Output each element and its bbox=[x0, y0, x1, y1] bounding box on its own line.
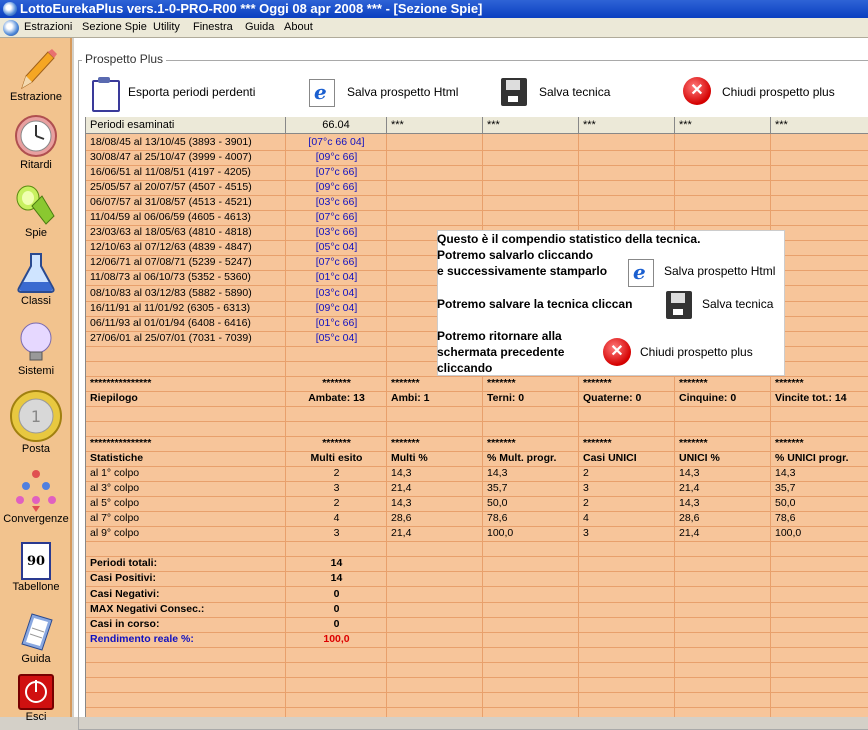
stars-cell: ******* bbox=[391, 376, 420, 389]
stats-header-cell: Multi % bbox=[391, 452, 428, 465]
period-range: 30/08/47 al 25/10/47 (3999 - 4007) bbox=[90, 151, 252, 164]
riepilogo-cell: Terni: 0 bbox=[487, 391, 525, 404]
menu-sezione-spie[interactable]: Sezione Spie bbox=[82, 21, 147, 33]
period-row[interactable] bbox=[86, 210, 868, 225]
totals-label: MAX Negativi Consec.: bbox=[90, 602, 205, 615]
floppy-icon bbox=[664, 289, 694, 319]
stats-grid[interactable] bbox=[85, 117, 868, 717]
ie-page-icon bbox=[626, 256, 656, 286]
empty-row[interactable] bbox=[86, 406, 868, 421]
menu-utility[interactable]: Utility bbox=[153, 21, 180, 33]
period-range: 06/07/57 al 31/08/57 (4513 - 4521) bbox=[90, 196, 252, 209]
riepilogo-cell: Ambate: 13 bbox=[308, 391, 365, 404]
stars-cell: ******* bbox=[487, 437, 516, 449]
stats-cell: al 5° colpo bbox=[90, 497, 140, 510]
period-row[interactable] bbox=[86, 180, 868, 195]
stars-cell: ******* bbox=[775, 437, 804, 449]
euro-coin-icon bbox=[10, 390, 62, 442]
stats-cell: 21,4 bbox=[391, 527, 412, 540]
period-range: 11/08/73 al 06/10/73 (5352 - 5360) bbox=[90, 271, 251, 284]
close-icon bbox=[682, 76, 714, 108]
sidebar-classi[interactable]: Classi bbox=[0, 250, 72, 307]
stars-cell: ******* bbox=[583, 437, 612, 449]
period-range: 16/06/51 al 11/08/51 (4197 - 4205) bbox=[90, 166, 251, 179]
stars-cell: *************** bbox=[90, 376, 152, 389]
period-code: [07°c 66] bbox=[315, 256, 358, 269]
stats-cell: 3 bbox=[333, 482, 340, 495]
stats-cell: 78,6 bbox=[487, 512, 508, 525]
header-col7[interactable]: *** bbox=[771, 117, 868, 134]
stats-cell: 4 bbox=[333, 512, 340, 525]
header-col5[interactable]: *** bbox=[579, 117, 675, 134]
riepilogo-cell: Vincite tot.: 14 bbox=[775, 391, 847, 404]
tooltip-save-tech: Salva tecnica bbox=[664, 289, 773, 319]
stats-cell: al 1° colpo bbox=[90, 467, 140, 480]
tooltip-line7: cliccando bbox=[437, 361, 493, 375]
stats-cell: 35,7 bbox=[487, 482, 508, 495]
stats-cell: 28,6 bbox=[391, 512, 412, 525]
stats-cell: 21,4 bbox=[679, 527, 700, 540]
totals-row[interactable] bbox=[86, 617, 868, 632]
sidebar-guida[interactable]: Guida bbox=[0, 608, 72, 665]
stars-cell: ******* bbox=[487, 376, 516, 389]
period-range: 25/05/57 al 20/07/57 (4507 - 4515) bbox=[90, 181, 252, 194]
sidebar-spie[interactable]: Spie bbox=[0, 182, 72, 239]
stats-cell: 2 bbox=[583, 467, 589, 480]
header-value[interactable]: 66.04 bbox=[286, 117, 387, 134]
floppy-icon bbox=[499, 76, 531, 108]
stats-cell: 21,4 bbox=[391, 482, 412, 495]
stars-cell: ******* bbox=[322, 376, 351, 389]
stats-cell: 3 bbox=[583, 482, 589, 495]
empty-row[interactable] bbox=[86, 421, 868, 436]
totals-value: 0 bbox=[333, 602, 340, 615]
period-range: 16/11/91 al 11/01/92 (6305 - 6313) bbox=[90, 301, 251, 314]
stats-cell: 4 bbox=[583, 512, 589, 525]
stats-cell: al 7° colpo bbox=[90, 512, 140, 525]
riepilogo-row[interactable] bbox=[86, 391, 868, 406]
close-prospetto-button[interactable]: ✕ Chiudi prospetto plus bbox=[682, 74, 835, 110]
period-range: 18/08/45 al 13/10/45 (3893 - 3901) bbox=[90, 136, 252, 148]
stats-header-cell: UNICI % bbox=[679, 452, 720, 465]
tooltip-save-html: e Salva prospetto Html bbox=[626, 256, 775, 286]
period-code: [05°c 04] bbox=[315, 331, 358, 344]
period-code: [01°c 04] bbox=[315, 271, 358, 284]
totals-row[interactable] bbox=[86, 587, 868, 602]
lightbulb-icon bbox=[14, 320, 58, 364]
stars-row[interactable] bbox=[86, 436, 868, 451]
sidebar-convergenze[interactable]: Convergenze bbox=[0, 468, 72, 525]
riepilogo-cell: Ambi: 1 bbox=[391, 391, 430, 404]
menu-bar bbox=[0, 18, 868, 38]
stats-row[interactable] bbox=[86, 496, 868, 511]
rendimento-row[interactable] bbox=[86, 632, 868, 647]
empty-row[interactable] bbox=[86, 541, 868, 556]
header-col6[interactable]: *** bbox=[675, 117, 771, 134]
period-range: 06/11/93 al 01/01/94 (6408 - 6416) bbox=[90, 316, 251, 329]
book-icon bbox=[14, 608, 58, 652]
riepilogo-cell: Riepilogo bbox=[90, 391, 138, 404]
tooltip-line1: Questo è il compendio statistico della tecnica. bbox=[437, 232, 701, 246]
tooltip-line5: Potremo ritornare alla bbox=[437, 329, 562, 343]
period-range: 23/03/63 al 18/05/63 (4810 - 4818) bbox=[90, 226, 252, 239]
stats-cell: 14,3 bbox=[487, 467, 508, 480]
stats-row[interactable] bbox=[86, 511, 868, 526]
help-tooltip bbox=[437, 230, 785, 376]
grid-header-row bbox=[86, 117, 868, 134]
svg-text:1: 1 bbox=[30, 407, 42, 426]
period-row[interactable] bbox=[86, 165, 868, 180]
totals-label: Casi Negativi: bbox=[90, 587, 160, 600]
period-code: [03°c 04] bbox=[315, 286, 358, 299]
period-range: 08/10/83 al 03/12/83 (5882 - 5890) bbox=[90, 286, 252, 299]
period-row[interactable] bbox=[86, 195, 868, 210]
stats-cell: 28,6 bbox=[679, 512, 700, 525]
stats-cell: 14,3 bbox=[775, 467, 796, 480]
rendimento-label: Rendimento reale %: bbox=[90, 632, 194, 645]
stats-cell: 14,3 bbox=[679, 497, 700, 510]
stars-cell: ******* bbox=[679, 376, 708, 389]
stars-cell: ******* bbox=[391, 437, 420, 449]
tooltip-close: ✕ Chiudi prospetto plus bbox=[602, 337, 753, 367]
empty-row[interactable] bbox=[86, 692, 868, 707]
totals-label: Periodi totali: bbox=[90, 557, 158, 570]
close-icon bbox=[602, 337, 632, 367]
menu-estrazioni[interactable]: Estrazioni bbox=[24, 21, 73, 33]
totals-value: 14 bbox=[330, 572, 343, 585]
stats-header-cell: % UNICI progr. bbox=[775, 452, 849, 465]
stats-cell: 50,0 bbox=[487, 497, 508, 510]
app-icon bbox=[3, 2, 17, 16]
period-code: [03°c 66] bbox=[315, 196, 358, 209]
period-row[interactable] bbox=[86, 150, 868, 165]
stats-row[interactable] bbox=[86, 526, 868, 541]
stats-header-cell: % Mult. progr. bbox=[487, 452, 557, 465]
empty-row[interactable] bbox=[86, 662, 868, 677]
sidebar-sistemi[interactable]: Sistemi bbox=[0, 320, 72, 377]
stats-header-cell: Multi esito bbox=[310, 452, 363, 465]
export-periods-button[interactable]: Esporta periodi perdenti bbox=[88, 74, 255, 110]
stars-row[interactable] bbox=[86, 376, 868, 391]
clipboard-icon bbox=[88, 76, 120, 108]
stats-header-cell: Statistiche bbox=[90, 452, 144, 465]
period-range: 11/04/59 al 06/06/59 (4605 - 4613) bbox=[90, 211, 251, 224]
stats-cell: 50,0 bbox=[775, 497, 796, 510]
period-code: [07°c 66 04] bbox=[308, 136, 365, 148]
period-code: [09°c 04] bbox=[315, 301, 358, 314]
stars-cell: ******* bbox=[775, 376, 804, 389]
stats-cell: 14,3 bbox=[391, 497, 412, 510]
save-technique-button[interactable]: Salva tecnica bbox=[499, 74, 610, 110]
stats-cell: 14,3 bbox=[679, 467, 700, 480]
period-range: 27/06/01 al 25/07/01 (7031 - 7039) bbox=[90, 331, 252, 344]
sidebar bbox=[0, 38, 72, 723]
stats-cell: 2 bbox=[333, 467, 340, 480]
convergence-icon bbox=[14, 468, 58, 512]
title-bar bbox=[0, 0, 868, 18]
stars-cell: ******* bbox=[322, 437, 351, 449]
stars-cell: *************** bbox=[90, 437, 152, 449]
sidebar-esci[interactable]: Esci bbox=[0, 674, 72, 723]
stats-row[interactable] bbox=[86, 481, 868, 496]
stats-cell: 100,0 bbox=[775, 527, 802, 540]
stats-cell: al 9° colpo bbox=[90, 527, 140, 540]
tabellone-icon: 90 bbox=[21, 542, 51, 580]
pencil-icon bbox=[14, 46, 58, 90]
stars-cell: ******* bbox=[679, 437, 708, 449]
stats-cell: 78,6 bbox=[775, 512, 796, 525]
period-range: 12/10/63 al 07/12/63 (4839 - 4847) bbox=[90, 241, 252, 254]
ie-page-icon bbox=[307, 76, 339, 108]
menu-about[interactable]: About bbox=[284, 21, 313, 33]
stars-cell: ******* bbox=[583, 376, 612, 389]
totals-label: Casi Positivi: bbox=[90, 572, 156, 585]
tooltip-line3: e successivamente stamparlo bbox=[437, 264, 608, 278]
tooltip-line2: Potremo salvarlo cliccando bbox=[437, 248, 594, 262]
period-row[interactable] bbox=[86, 135, 868, 150]
menu-guida[interactable]: Guida bbox=[245, 21, 275, 33]
stats-cell: 2 bbox=[583, 497, 589, 510]
empty-row[interactable] bbox=[86, 647, 868, 662]
totals-label: Casi in corso: bbox=[90, 617, 160, 630]
menu-finestra[interactable]: Finestra bbox=[193, 21, 233, 33]
period-code: [07°c 66] bbox=[315, 211, 358, 224]
flashlight-icon bbox=[14, 182, 58, 226]
stats-cell: 3 bbox=[333, 527, 340, 540]
save-html-button[interactable]: e Salva prospetto Html bbox=[307, 74, 458, 110]
totals-value: 0 bbox=[333, 617, 340, 630]
rendimento-value: 100,0 bbox=[323, 632, 350, 645]
empty-row[interactable] bbox=[86, 677, 868, 692]
period-code: [05°c 04] bbox=[315, 241, 358, 254]
tooltip-line6: schermata precedente bbox=[437, 345, 565, 359]
flask-icon bbox=[14, 250, 58, 294]
stats-cell: al 3° colpo bbox=[90, 482, 140, 495]
totals-value: 0 bbox=[333, 587, 340, 600]
sidebar-estrazione[interactable]: Estrazione bbox=[0, 46, 72, 103]
sidebar-ritardi[interactable]: Ritardi bbox=[0, 114, 72, 171]
totals-value: 14 bbox=[330, 557, 343, 570]
stats-cell: 2 bbox=[333, 497, 340, 510]
stats-cell: 35,7 bbox=[775, 482, 796, 495]
empty-row[interactable] bbox=[86, 707, 868, 717]
stats-header-row[interactable] bbox=[86, 451, 868, 466]
group-title: Prospetto Plus bbox=[82, 52, 166, 66]
totals-row[interactable] bbox=[86, 571, 868, 586]
clock-icon bbox=[14, 114, 58, 158]
stats-header-cell: Casi UNICI bbox=[583, 452, 637, 465]
window-title: LottoEurekaPlus vers.1-0-PRO-R00 *** Oggi 08 apr 2008 *** - [Sezione Spie] bbox=[20, 1, 483, 16]
stats-cell: 14,3 bbox=[391, 467, 412, 480]
header-col3[interactable]: *** bbox=[387, 117, 483, 134]
sidebar-tabellone[interactable]: 90 Tabellone bbox=[0, 542, 72, 593]
mdi-child-icon[interactable] bbox=[3, 20, 19, 36]
period-code: [01°c 66] bbox=[315, 316, 358, 329]
period-code: [07°c 66] bbox=[315, 166, 358, 179]
header-col4[interactable]: *** bbox=[483, 117, 579, 134]
tooltip-line4: Potremo salvare la tecnica cliccan bbox=[437, 297, 633, 311]
main-panel bbox=[74, 38, 868, 717]
sidebar-posta[interactable]: 1 Posta bbox=[0, 390, 72, 455]
stats-cell: 3 bbox=[583, 527, 589, 540]
period-range: 12/06/71 al 07/08/71 (5239 - 5247) bbox=[90, 256, 252, 269]
riepilogo-cell: Quaterne: 0 bbox=[583, 391, 642, 404]
period-code: [03°c 66] bbox=[315, 226, 358, 239]
stats-cell: 100,0 bbox=[487, 527, 514, 540]
totals-row[interactable] bbox=[86, 602, 868, 617]
header-periodi[interactable]: Periodi esaminati bbox=[86, 117, 286, 134]
riepilogo-cell: Cinquine: 0 bbox=[679, 391, 737, 404]
period-code: [09°c 66] bbox=[315, 151, 358, 164]
power-icon bbox=[18, 674, 54, 710]
stats-row[interactable] bbox=[86, 466, 868, 481]
totals-row[interactable] bbox=[86, 556, 868, 571]
stats-cell: 21,4 bbox=[679, 482, 700, 495]
period-code: [09°c 66] bbox=[315, 181, 358, 194]
